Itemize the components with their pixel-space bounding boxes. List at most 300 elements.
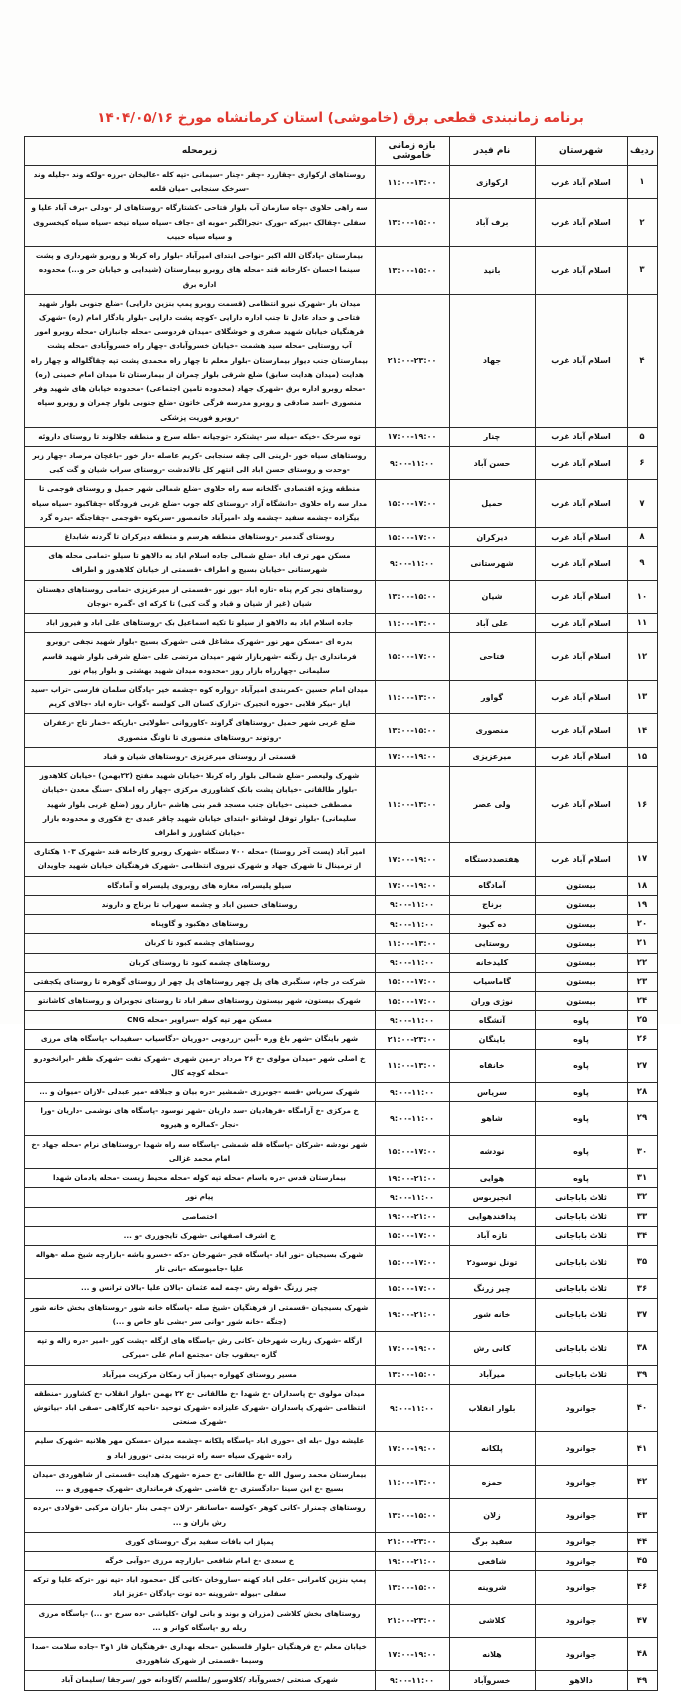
row-number-cell: ۲۱ — [627, 934, 657, 953]
feeder-name-cell: آتشگاه — [449, 1011, 535, 1030]
row-number-cell: ۱۵ — [627, 747, 657, 766]
feeder-name-cell: پدافندهوایی — [449, 1207, 535, 1226]
county-cell: ثلاث باباجانی — [535, 1226, 627, 1245]
table-row — [24, 1551, 657, 1570]
feeder-name-cell: شاهو — [449, 1102, 535, 1135]
feeder-name-cell: ارکوازی — [449, 166, 535, 199]
outage-time-cell: ۱۱:۰۰-۱۳:۰۰ — [375, 1049, 449, 1082]
row-number-cell: ۱۹ — [627, 895, 657, 914]
outage-time-cell: ۱۱:۰۰-۱۳:۰۰ — [375, 166, 449, 199]
outage-time-cell: ۱۳:۰۰-۱۵:۰۰ — [375, 1571, 449, 1604]
sub-neighborhood-cell: روستاهای حسین اباد و چشمه سهراب تا برناج و داروند — [24, 895, 375, 914]
feeder-name-cell: باینگان — [449, 1030, 535, 1049]
table-row — [24, 1207, 657, 1226]
feeder-name-cell: شیان — [449, 580, 535, 613]
table-row — [24, 1298, 657, 1331]
sub-neighborhood-cell: خیابان معلم -خ فرهنگیان -بلوار فلسطین -محله بهداری -فرهنگیان فاز ۱و۳ -جاده سلامت -صدا وسیما -قسمتی از شهرک شاهوردی — [24, 1638, 375, 1671]
county-cell: بیستون — [535, 915, 627, 934]
sub-neighborhood-cell: شهرک سریاس -قسه -جوبرزی -شمشیر -دره بیان و جبلاقه -میر عبدلی -لازان -میوان و ... — [24, 1083, 375, 1102]
outage-time-cell: ۲۱:۰۰-۲۳:۰۰ — [375, 294, 449, 427]
county-cell: ثلاث باباجانی — [535, 1246, 627, 1279]
table-header-row — [24, 137, 657, 166]
row-number-cell: ۱ — [627, 166, 657, 199]
row-number-cell: ۱۸ — [627, 876, 657, 895]
sub-neighborhood-cell: بیمارستان قدس -دره باسام -محله تپه کوله -محله محیط زیست -محله یادمان شهدا — [24, 1169, 375, 1188]
county-cell: اسلام آباد غرب — [535, 633, 627, 681]
feeder-name-cell: ده کبود — [449, 915, 535, 934]
row-number-cell: ۴۶ — [627, 1571, 657, 1604]
county-cell: بیستون — [535, 953, 627, 972]
county-cell: اسلام آباد غرب — [535, 681, 627, 714]
outage-time-cell: ۱۷:۰۰-۱۹:۰۰ — [375, 747, 449, 766]
sub-neighborhood-cell: شهرک بیستون، شهر بیستون روستاهای سفر اباد تا روستای نجوبران و روستاهای کاشانتو — [24, 991, 375, 1010]
county-cell: ثلاث باباجانی — [535, 1188, 627, 1207]
row-number-cell: ۲ — [627, 199, 657, 247]
table-row — [24, 991, 657, 1010]
feeder-name-cell: میرآباد — [449, 1365, 535, 1384]
header-row-number: ردیف — [627, 137, 657, 166]
county-cell: پاوه — [535, 1135, 627, 1168]
feeder-name-cell: آمادگاه — [449, 876, 535, 895]
sub-neighborhood-cell: میدان امام حسین -کمربندی امیرآباد -زواره کوه -چشمه خیر -پادگان سلمان فارسی -تراب -سید ایاز -بیکر فلابی -حوزه انجیرک -ترازک کسان الی کولسه -گواب -تازه اباد -جالای کریم — [24, 681, 375, 714]
table-row — [24, 1571, 657, 1604]
table-row — [24, 199, 657, 247]
feeder-name-cell: انجیربوس — [449, 1188, 535, 1207]
sub-neighborhood-cell: میدان مولوی -خ پاسداران -خ شهدا -خ طالقانی -خ ۲۲ بهمن -بلوار انقلاب -خ کشاورز -منطقه انتظامی -شهرک پاسداران -شهرک علیزاده -شهرک توحید -ناحیه کارگاهی -صفی اباد -بیاتوش -شهرک صنعتی — [24, 1384, 375, 1432]
outage-time-cell: ۲۱:۰۰-۲۳:۰۰ — [375, 1604, 449, 1637]
row-number-cell: ۱۴ — [627, 714, 657, 747]
row-number-cell: ۳۶ — [627, 1279, 657, 1298]
sub-neighborhood-cell: پمپ بنزین کامرانی -علی اباد کهنه -ساروخان -کانی گل -محمود اباد -تپه نور -ترکه علیا و ترکه سفلی -بیوله -شروینه -ده توت -پادگان -عزیز اباد — [24, 1571, 375, 1604]
county-cell: جوانرود — [535, 1432, 627, 1465]
sub-neighborhood-cell: بیمارستان -پادگان الله اکبر -نواحی ابتدای امیرآباد -بلوار راه کربلا و روبرو شهرداری و پشت سینما احسان -کارخانه قند -محله های روبرو بیمارستان (شیدایی و خیابان حر و...) محدوده اداره برق — [24, 247, 375, 295]
county-cell: پاوه — [535, 1030, 627, 1049]
table-row — [24, 1432, 657, 1465]
sub-neighborhood-cell: جاده اسلام اباد به دالاهو از سیلو تا تکیه اسماعیل بک -روستاهای علی اباد و فیروز اباد — [24, 614, 375, 633]
row-number-cell: ۲۹ — [627, 1102, 657, 1135]
sub-neighborhood-cell: روستاهای چشمه کبود تا روستای کربان — [24, 953, 375, 972]
table-row — [24, 1604, 657, 1637]
outage-time-cell: ۱۵:۰۰-۱۷:۰۰ — [375, 480, 449, 528]
row-number-cell: ۲۴ — [627, 991, 657, 1010]
table-row — [24, 934, 657, 953]
sub-neighborhood-cell: منطقه ویژه اقتصادی -گلخانه سه راه حلاوی -ضلع شمالی شهر حمیل و روستای فوجمی تا مدار سه راه حلاوی -دانشگاه آزاد -روستای کله جوب -ضلع غربی فرودگاه -چقاکبود -سیاه سیاه بیگزاده -چشمه سفید -چشمه ولد -امیرآباد خانمصور -سربکوه -فوجمی -چقاجنگه -بدره گرد — [24, 480, 375, 528]
table-row — [24, 843, 657, 876]
county-cell: جوانرود — [535, 1638, 627, 1671]
feeder-name-cell: هوایی — [449, 1169, 535, 1188]
county-cell: پاوه — [535, 1049, 627, 1082]
county-cell: جوانرود — [535, 1465, 627, 1498]
county-cell: اسلام آباد غرب — [535, 294, 627, 427]
schedule-table-body — [24, 166, 657, 1691]
outage-time-cell: ۹:۰۰-۱۱:۰۰ — [375, 547, 449, 580]
outage-time-cell: ۱۷:۰۰-۱۹:۰۰ — [375, 1332, 449, 1365]
table-row — [24, 1332, 657, 1365]
sub-neighborhood-cell: مسکن مهر تپه کوله -سراویر -محله CNG — [24, 1011, 375, 1030]
feeder-name-cell: سفید برگ — [449, 1532, 535, 1551]
feeder-name-cell: برف آباد — [449, 199, 535, 247]
row-number-cell: ۳۴ — [627, 1226, 657, 1245]
county-cell: دالاهو — [535, 1671, 627, 1690]
table-row — [24, 747, 657, 766]
sub-neighborhood-cell: مسیر روستای کهواره -پمپاژ آب زمکان مرکزیت میرآباد — [24, 1365, 375, 1384]
feeder-name-cell: شافعی — [449, 1551, 535, 1570]
sub-neighborhood-cell: روستاهای ارکوازی -چقازرد -چقر -چنار -سیمانی -تپه کله -عالیخان -برزه -ولکه وند -جلیله وند -سرخک سنجابی -میان قلعه — [24, 166, 375, 199]
table-row — [24, 1365, 657, 1384]
outage-time-cell: ۹:۰۰-۱۱:۰۰ — [375, 895, 449, 914]
feeder-name-cell: نوژی وران — [449, 991, 535, 1010]
table-row — [24, 166, 657, 199]
outage-time-cell: ۱۳:۰۰-۱۵:۰۰ — [375, 1499, 449, 1532]
feeder-name-cell: کانی رش — [449, 1332, 535, 1365]
county-cell: جوانرود — [535, 1499, 627, 1532]
outage-time-cell: ۱۷:۰۰-۱۹:۰۰ — [375, 843, 449, 876]
feeder-name-cell: بانید — [449, 247, 535, 295]
feeder-name-cell: زلان — [449, 1499, 535, 1532]
feeder-name-cell: ولی عصر — [449, 767, 535, 843]
row-number-cell: ۳ — [627, 247, 657, 295]
county-cell: اسلام آباد غرب — [535, 614, 627, 633]
feeder-name-cell: نودشه — [449, 1135, 535, 1168]
county-cell: ثلاث باباجانی — [535, 1298, 627, 1331]
table-row — [24, 1083, 657, 1102]
table-row — [24, 1671, 657, 1690]
feeder-name-cell: گاماسیاب — [449, 972, 535, 991]
table-row — [24, 547, 657, 580]
county-cell: اسلام آباد غرب — [535, 767, 627, 843]
row-number-cell: ۴۸ — [627, 1638, 657, 1671]
outage-time-cell: ۹:۰۰-۱۱:۰۰ — [375, 1384, 449, 1432]
sub-neighborhood-cell: قسمتی از روستای میرعزیزی -روستاهای شیان و قباد — [24, 747, 375, 766]
county-cell: بیستون — [535, 991, 627, 1010]
table-row — [24, 1030, 657, 1049]
sub-neighborhood-cell: روستای گندمبر -روستاهای منطقه هرسم و منطقه دیرکران تا گردنه شابداغ — [24, 528, 375, 547]
table-row — [24, 714, 657, 747]
row-number-cell: ۲۸ — [627, 1083, 657, 1102]
feeder-name-cell: خانقاه — [449, 1049, 535, 1082]
sub-neighborhood-cell: امیر آباد (پست آخر روستا) -محله ۷۰۰ دستگاه -شهرک روبرو کارخانه قند -شهرک ۱۰۳ هکتاری از ترمینال تا شهرک جهاد و شهرک نیروی انتظامی -شهرک فرهنگیان خیابان شهید جاویدان — [24, 843, 375, 876]
row-number-cell: ۴۲ — [627, 1465, 657, 1498]
table-row — [24, 1638, 657, 1671]
county-cell: پاوه — [535, 1102, 627, 1135]
county-cell: بیستون — [535, 876, 627, 895]
feeder-name-cell: برناج — [449, 895, 535, 914]
outage-time-cell: ۹:۰۰-۱۱:۰۰ — [375, 446, 449, 479]
outage-time-cell: ۱۳:۰۰-۱۵:۰۰ — [375, 1365, 449, 1384]
outage-time-cell: ۹:۰۰-۱۱:۰۰ — [375, 915, 449, 934]
sub-neighborhood-cell: روستاهای دهکبود و گاوپناه — [24, 915, 375, 934]
table-row — [24, 1049, 657, 1082]
county-cell: جوانرود — [535, 1532, 627, 1551]
table-row — [24, 580, 657, 613]
county-cell: جوانرود — [535, 1604, 627, 1637]
outage-time-cell: ۱۹:۰۰-۲۱:۰۰ — [375, 1298, 449, 1331]
feeder-name-cell: هلانه — [449, 1638, 535, 1671]
county-cell: بیستون — [535, 895, 627, 914]
table-row — [24, 1246, 657, 1279]
sub-neighborhood-cell: شهرک صنعتی /خسروآباد /کلاوسور /طلسم /گاودانه خور /سرجقا /سلیمان آباد — [24, 1671, 375, 1690]
table-row — [24, 1102, 657, 1135]
row-number-cell: ۱۷ — [627, 843, 657, 876]
feeder-name-cell: چیر زرنگ — [449, 1279, 535, 1298]
outage-time-cell: ۱۵:۰۰-۱۷:۰۰ — [375, 1226, 449, 1245]
outage-time-cell: ۱۷:۰۰-۱۹:۰۰ — [375, 1638, 449, 1671]
row-number-cell: ۹ — [627, 547, 657, 580]
feeder-name-cell: جهاد — [449, 294, 535, 427]
outage-time-cell: ۱۵:۰۰-۱۷:۰۰ — [375, 1279, 449, 1298]
outage-time-cell: ۲۱:۰۰-۲۳:۰۰ — [375, 1030, 449, 1049]
county-cell: ثلاث باباجانی — [535, 1207, 627, 1226]
outage-time-cell: ۱۵:۰۰-۱۷:۰۰ — [375, 633, 449, 681]
table-row — [24, 480, 657, 528]
feeder-name-cell: روستایی — [449, 934, 535, 953]
table-row — [24, 1188, 657, 1207]
sub-neighborhood-cell: چیر زرنگ -قوله رش -چمه لمه عثمان -بالان علیا -بالان ترانس و ... — [24, 1279, 375, 1298]
county-cell: بیستون — [535, 934, 627, 953]
county-cell: اسلام آباد غرب — [535, 446, 627, 479]
feeder-name-cell: شروینه — [449, 1571, 535, 1604]
table-row — [24, 614, 657, 633]
feeder-name-cell: حمیل — [449, 480, 535, 528]
feeder-name-cell: خانه شور — [449, 1298, 535, 1331]
header-feeder-name: نام فیدر — [449, 137, 535, 166]
outage-time-cell: ۹:۰۰-۱۱:۰۰ — [375, 1102, 449, 1135]
outage-time-cell: ۱۹:۰۰-۲۱:۰۰ — [375, 1169, 449, 1188]
feeder-name-cell: هفتصددستگاه — [449, 843, 535, 876]
county-cell: اسلام آباد غرب — [535, 480, 627, 528]
outage-time-cell: ۱۳:۰۰-۱۵:۰۰ — [375, 714, 449, 747]
row-number-cell: ۴۰ — [627, 1384, 657, 1432]
row-number-cell: ۲۳ — [627, 972, 657, 991]
sub-neighborhood-cell: خ سعدی -خ امام شافعی -بازارچه مرزی -دوآبی خرگه — [24, 1551, 375, 1570]
row-number-cell: ۸ — [627, 528, 657, 547]
row-number-cell: ۴۳ — [627, 1499, 657, 1532]
county-cell: بیستون — [535, 972, 627, 991]
outage-time-cell: ۱۷:۰۰-۱۹:۰۰ — [375, 1432, 449, 1465]
row-number-cell: ۳۰ — [627, 1135, 657, 1168]
row-number-cell: ۲۲ — [627, 953, 657, 972]
feeder-name-cell: پلکانه — [449, 1432, 535, 1465]
sub-neighborhood-cell: شهرک بسیجیان -نور اباد -پاسگاه قجر -شهرخان -دکه -خسرو باشه -بازارچه شیخ صله -هواله علیا -جامبوسکه -بانی تار — [24, 1246, 375, 1279]
table-row — [24, 1384, 657, 1432]
row-number-cell: ۱۰ — [627, 580, 657, 613]
row-number-cell: ۵ — [627, 427, 657, 446]
table-row — [24, 767, 657, 843]
county-cell: اسلام آباد غرب — [535, 427, 627, 446]
feeder-name-cell: میرعزیزی — [449, 747, 535, 766]
sub-neighborhood-cell: پمپاژ اب بافات سفید برگ -روستای کوری — [24, 1532, 375, 1551]
row-number-cell: ۶ — [627, 446, 657, 479]
sub-neighborhood-cell: ازگله -شهرک زیارت شهرخان -کانی رش -پاسگاه های ازگله -پشت کور -امیر -دره زاله و تپه گازه -یعقوب جان -مجتمع امام علی -میرکی — [24, 1332, 375, 1365]
outage-time-cell: ۲۱:۰۰-۲۳:۰۰ — [375, 1532, 449, 1551]
outage-time-cell: ۱۱:۰۰-۱۳:۰۰ — [375, 1465, 449, 1498]
sub-neighborhood-cell: اختصاصی — [24, 1207, 375, 1226]
row-number-cell: ۱۳ — [627, 681, 657, 714]
county-cell: اسلام آباد غرب — [535, 528, 627, 547]
county-cell: ثلاث باباجانی — [535, 1279, 627, 1298]
feeder-name-cell: تازه آباد — [449, 1226, 535, 1245]
row-number-cell: ۴۴ — [627, 1532, 657, 1551]
table-row — [24, 1499, 657, 1532]
row-number-cell: ۳۹ — [627, 1365, 657, 1384]
feeder-name-cell: گواور — [449, 681, 535, 714]
county-cell: اسلام آباد غرب — [535, 714, 627, 747]
sub-neighborhood-cell: ضلع غربی شهر حمیل -روستاهای گراوند -کاوروانی -طولابی -باریکه -خمار تاج -زعفران -روتوند -روستاهای منصوری تا ناونگ منصوری — [24, 714, 375, 747]
row-number-cell: ۳۳ — [627, 1207, 657, 1226]
county-cell: اسلام آباد غرب — [535, 166, 627, 199]
row-number-cell: ۲۰ — [627, 915, 657, 934]
sub-neighborhood-cell: روستاهای چمنرار -کانی کوهر -کولسه -ماسانفر -زلان -چمی بنار -بازان مرکبی -فولادی -برده رش بازان و ... — [24, 1499, 375, 1532]
table-row — [24, 876, 657, 895]
county-cell: اسلام آباد غرب — [535, 199, 627, 247]
sub-neighborhood-cell: خ اشرف اصفهانی -شهرک تایجوزری -و ... — [24, 1226, 375, 1245]
table-row — [24, 1465, 657, 1498]
sub-neighborhood-cell: توه سرخک -خیکه -میله سر -پشتکرد -توجیانه -طله سرخ و منطقه جلالوند تا روستای داروئه — [24, 427, 375, 446]
row-number-cell: ۱۶ — [627, 767, 657, 843]
row-number-cell: ۴۵ — [627, 1551, 657, 1570]
outage-time-cell: ۱۱:۰۰-۱۳:۰۰ — [375, 934, 449, 953]
table-row — [24, 1226, 657, 1245]
row-number-cell: ۷ — [627, 480, 657, 528]
feeder-name-cell: چنار — [449, 427, 535, 446]
header-sub-neighborhood: زیرمحله — [24, 137, 375, 166]
county-cell: پاوه — [535, 1011, 627, 1030]
feeder-name-cell: کلیدخانه — [449, 953, 535, 972]
feeder-name-cell: کلاشی — [449, 1604, 535, 1637]
row-number-cell: ۳۲ — [627, 1188, 657, 1207]
header-outage-time: بازه زمانی خاموشی — [375, 137, 449, 166]
outage-time-cell: ۹:۰۰-۱۱:۰۰ — [375, 1083, 449, 1102]
feeder-name-cell: شهرستانی — [449, 547, 535, 580]
outage-time-cell: ۱۳:۰۰-۱۵:۰۰ — [375, 580, 449, 613]
feeder-name-cell: دیرکران — [449, 528, 535, 547]
row-number-cell: ۴ — [627, 294, 657, 427]
outage-time-cell: ۱۳:۰۰-۱۵:۰۰ — [375, 247, 449, 295]
feeder-name-cell: حمزه — [449, 1465, 535, 1498]
outage-time-cell: ۱۱:۰۰-۱۳:۰۰ — [375, 681, 449, 714]
row-number-cell: ۴۹ — [627, 1671, 657, 1690]
county-cell: جوانرود — [535, 1384, 627, 1432]
outage-time-cell: ۱۷:۰۰-۱۹:۰۰ — [375, 427, 449, 446]
sub-neighborhood-cell: سیلو پلیسراه، مغازه های روبروی پلیسراه و آمادگاه — [24, 876, 375, 895]
county-cell: جوانرود — [535, 1551, 627, 1570]
outage-time-cell: ۱۵:۰۰-۱۷:۰۰ — [375, 528, 449, 547]
header-county: شهرستان — [535, 137, 627, 166]
outage-time-cell: ۹:۰۰-۱۱:۰۰ — [375, 1011, 449, 1030]
outage-schedule-table — [24, 136, 658, 1691]
county-cell: اسلام آباد غرب — [535, 580, 627, 613]
sub-neighborhood-cell: پیام نور — [24, 1188, 375, 1207]
county-cell: ثلاث باباجانی — [535, 1332, 627, 1365]
feeder-name-cell: سریاس — [449, 1083, 535, 1102]
row-number-cell: ۲۵ — [627, 1011, 657, 1030]
table-row — [24, 895, 657, 914]
table-row — [24, 633, 657, 681]
table-row — [24, 972, 657, 991]
sub-neighborhood-cell: میدان بار -شهرک نیرو انتظامی (قسمت روبرو پمپ بنزین دارایی) -ضلع جنوبی بلوار شهید فتاحی و حداد عادل تا جنب اداره دارایی -کوچه پشت دارایی -بلوار یادگار امام (ره) -شهرک فرهنگیان خیابان شهید صفری و خوشگلای -میدان فردوسی -محله جانبازان -محله روبرو امور آب روستایی -محله سید هشمت -خیابان خسروآبادی -چهار راه خسروآبادی -محله پشت بیمارستان جنب دیوار بیمارستان -بلوار معلم تا چهار راه محمدی پشت تپه چقاگلواله و چهار راه هدایت (میدان هدایت سابق) ضلع شرقی بلوار چمران از بیمارستان تا میدان امام خمینی (ره) -محله روبرو اداره برق -شهرک جهاد (محدوده تامین اجتماعی) -محدوده خیابان های شهید وفر منصوری -اسد صادقی و روبرو مدرسه فرگی خاتون -ضلع جنوبی بلوار چمران و روبرو سپاه -روبرو فوریت پزشکی — [24, 294, 375, 427]
sub-neighborhood-cell: شرکت در جام، سنگبری های پل چهر روستاهای پل چهر از روستای گوهره تا روستای یکجفتی — [24, 972, 375, 991]
feeder-name-cell: تونل نوسود۲ — [449, 1246, 535, 1279]
sub-neighborhood-cell: مسکن مهر ترف اباد -ضلع شمالی جاده اسلام اباد به دالاهو تا سیلو -تمامی محله های شهرستانی -خیابان بسیج و اطراف -قسمتی از خیابان کلاهدوز و اطراف — [24, 547, 375, 580]
outage-time-cell: ۹:۰۰-۱۱:۰۰ — [375, 1671, 449, 1690]
row-number-cell: ۳۸ — [627, 1332, 657, 1365]
page-title: برنامه زمانبندی قطعی برق (خاموشی) استان کرمانشاه مورخ ۱۴۰۴/۰۵/۱۶ — [97, 110, 584, 126]
county-cell: اسلام آباد غرب — [535, 547, 627, 580]
feeder-name-cell: علی آباد — [449, 614, 535, 633]
row-number-cell: ۴۷ — [627, 1604, 657, 1637]
county-cell: اسلام آباد غرب — [535, 747, 627, 766]
sub-neighborhood-cell: بیمارستان محمد رسول الله -خ طالقانی -خ حمزه -شهرک هدایت -قسمتی از شاهوردی -میدان بسیج -خ ابن سینا -دادگستری -خ قاضی -شهرک فرمانداری -شهرک جمهوری و ... — [24, 1465, 375, 1498]
outage-time-cell: ۱۳:۰۰-۱۵:۰۰ — [375, 199, 449, 247]
table-row — [24, 1532, 657, 1551]
table-row — [24, 528, 657, 547]
table-row — [24, 1135, 657, 1168]
table-row — [24, 681, 657, 714]
sub-neighborhood-cell: علیشه دول -بله ای -حوری اباد -پاسگاه پلکانه -چشمه میران -مسکن مهر هلانیه -شهرک سلیم زاده -شهرک سیاه -سه راه تربیت بدنی -نوروز اباد و — [24, 1432, 375, 1465]
feeder-name-cell: خسروآباد — [449, 1671, 535, 1690]
feeder-name-cell: منصوری — [449, 714, 535, 747]
table-row — [24, 427, 657, 446]
feeder-name-cell: فتاحی — [449, 633, 535, 681]
county-cell: اسلام آباد غرب — [535, 843, 627, 876]
outage-time-cell: ۱۹:۰۰-۲۱:۰۰ — [375, 1551, 449, 1570]
row-number-cell: ۱۲ — [627, 633, 657, 681]
sub-neighborhood-cell: شهرک بسیجیان -قسمتی از فرهنگیان -شیخ صله -پاسگاه خانه شور -روستاهای بخش خانه شور (جنگه -خانه شور -وانی سر -بشی ناو خاص و ...) — [24, 1298, 375, 1331]
feeder-name-cell: بلوار انقلاب — [449, 1384, 535, 1432]
outage-time-cell: ۹:۰۰-۱۱:۰۰ — [375, 953, 449, 972]
table-row — [24, 294, 657, 427]
outage-time-cell: ۱۵:۰۰-۱۷:۰۰ — [375, 1135, 449, 1168]
row-number-cell: ۳۵ — [627, 1246, 657, 1279]
outage-time-cell: ۱۷:۰۰-۱۹:۰۰ — [375, 876, 449, 895]
sub-neighborhood-cell: سه راهی حلاوی -چاه سازمان آب بلوار فتاحی -کشتارگاه -روستاهای لر -ودلی -برف آباد علیا و سفلی -چقالک -بیرکه -بورک -نجرالگبر -موبه ای -جاف -سیاه سیاه نیخه -سیاه سیاه کیخسروی و سیاه سیاه حبیب — [24, 199, 375, 247]
table-row — [24, 1169, 657, 1188]
sub-neighborhood-cell: روستاهای چشمه کبود تا کربان — [24, 934, 375, 953]
outage-time-cell: ۱۱:۰۰-۱۳:۰۰ — [375, 767, 449, 843]
table-row — [24, 953, 657, 972]
outage-time-cell: ۹:۰۰-۱۱:۰۰ — [375, 1188, 449, 1207]
table-row — [24, 1011, 657, 1030]
row-number-cell: ۲۶ — [627, 1030, 657, 1049]
table-row — [24, 247, 657, 295]
sub-neighborhood-cell: خ مرکزی -خ آرامگاه -فرهادیان -سد داریان -شهر نوسود -پاسگاه های نوشمی -داریان -ورا -نجار -کمالره و هیروه — [24, 1102, 375, 1135]
sub-neighborhood-cell: روستاهای نجر کرم پناه -تازه اباد -بور نور -قسمتی از میرعزیزی -تمامی روستاهای دهستان شیان (غیر از شیان و قباد و گت کبی) تا کرکه ای -گمره -نوجان — [24, 580, 375, 613]
county-cell: ثلاث باباجانی — [535, 1365, 627, 1384]
county-cell: پاوه — [535, 1083, 627, 1102]
sub-neighborhood-cell: روستاهای بخش کلاشی (مزران و بوند و بانی لوان -کلیاشی -ده سرخ -و ...) -پاسگاه مرزی ریله رو -پاسگاه کوانر و ... — [24, 1604, 375, 1637]
outage-time-cell: ۱۵:۰۰-۱۷:۰۰ — [375, 991, 449, 1010]
outage-time-cell: ۱۵:۰۰-۱۷:۰۰ — [375, 1246, 449, 1279]
row-number-cell: ۴۱ — [627, 1432, 657, 1465]
row-number-cell: ۳۱ — [627, 1169, 657, 1188]
table-row — [24, 1279, 657, 1298]
outage-time-cell: ۱۵:۰۰-۱۷:۰۰ — [375, 972, 449, 991]
county-cell: اسلام آباد غرب — [535, 247, 627, 295]
sub-neighborhood-cell: شهر نودشه -شرکان -پاسگاه قله شمشی -پاسگاه سه راه شهدا -روستاهای نرام -محله جهاد -خ امام محمد غزالی — [24, 1135, 375, 1168]
county-cell: پاوه — [535, 1169, 627, 1188]
county-cell: جوانرود — [535, 1571, 627, 1604]
row-number-cell: ۱۱ — [627, 614, 657, 633]
outage-time-cell: ۱۹:۰۰-۲۱:۰۰ — [375, 1207, 449, 1226]
sub-neighborhood-cell: شهرک ولیعصر -ضلع شمالی بلوار راه کربلا -خیابان شهید مفتح (۲۲بهمن) -خیابان کلاهدوز -بلوار طالقانی -خیابان پشت بانک کشاورزی مرکزی -چهار راه املاک -سنگ معدن -خیابان مصطفی خمینی -خیابان جنب مسجد قمر بنی هاشم -بازار روز (ضلع غربی بلوار شهید سلیمانی) -بلوار توفل لوشاتو -ابتدای خیابان شهید چاقر عبدی -خ فکوری و محدوده بازار -خیابان کشاورز و اطراف — [24, 767, 375, 843]
sub-neighborhood-cell: روستاهای سیاه خور -لرینی الی چقه سنجابی -کریم عاصله -دار خور -باغچان مرصاد -چهار زبر -وحدت و روستای حسن اباد الی انتهر کل تالاندشت -روستای سراب شیان و گت کبی — [24, 446, 375, 479]
row-number-cell: ۲۷ — [627, 1049, 657, 1082]
feeder-name-cell: حسن آباد — [449, 446, 535, 479]
table-row — [24, 446, 657, 479]
row-number-cell: ۳۷ — [627, 1298, 657, 1331]
sub-neighborhood-cell: خ اصلی شهر -میدان مولوی -خ ۲۶ مرداد -زمین شهری -شهرک نفت -شهرک ظفر -ایرانخودرو -محله کوچه کال — [24, 1049, 375, 1082]
outage-time-cell: ۱۱:۰۰-۱۳:۰۰ — [375, 614, 449, 633]
